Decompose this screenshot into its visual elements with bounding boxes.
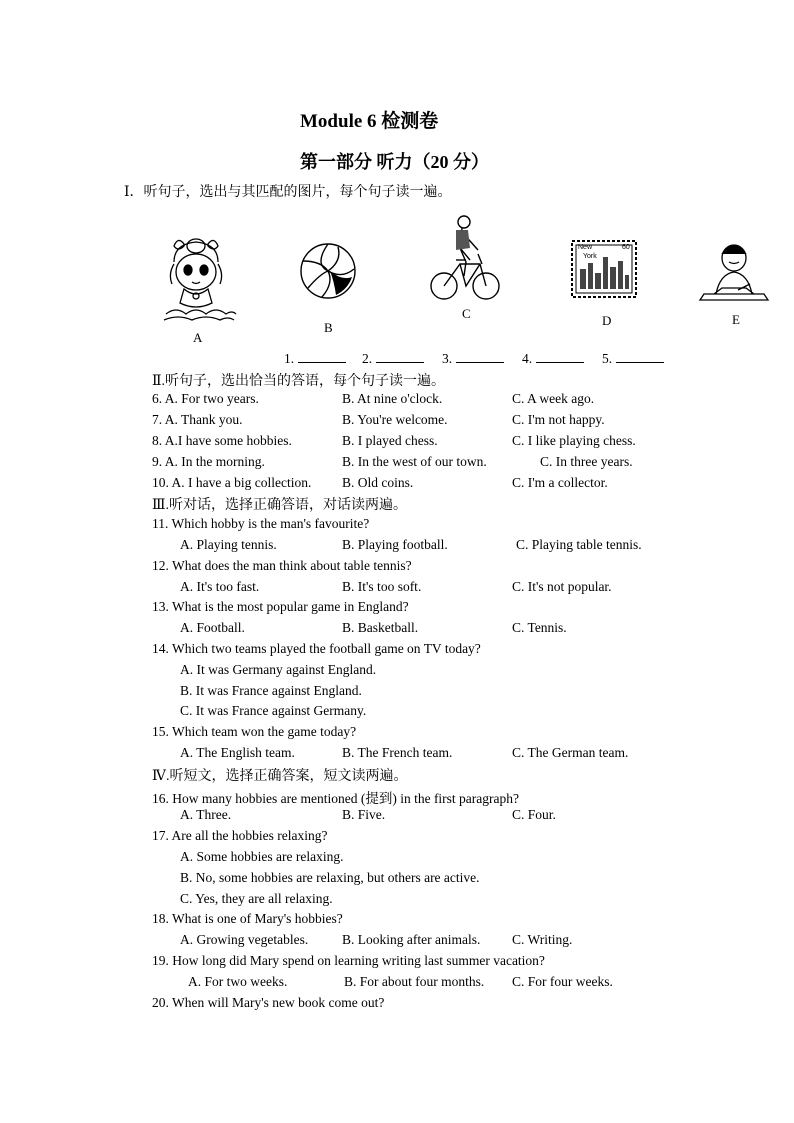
q12-option-a: A. It's too fast. [180, 579, 260, 594]
q18-option-c: C. Writing. [512, 932, 573, 947]
q10-option-c: C. I'm a collector. [512, 475, 608, 490]
section1-heading: Ⅰ．听句子，选出与其匹配的图片，每个句子读一遍。 [124, 185, 452, 200]
q10-option-b: B. Old coins. [342, 475, 414, 490]
q15-option-a: A. The English team. [180, 745, 295, 760]
q15-option-b: B. The French team. [342, 745, 453, 760]
stamp-text-value: 60 [622, 244, 630, 251]
q13-text: 13. What is the most popular game in England? [152, 599, 409, 614]
answer-blank-2[interactable]: 2. [362, 350, 424, 367]
q13-option-c: C. Tennis. [512, 620, 567, 635]
stamp-text-new: New [578, 244, 593, 251]
q11-option-b: B. Playing football. [342, 537, 448, 552]
q10-option-a: 10. A. I have a big collection. [152, 475, 312, 490]
q19-option-a: A. For two weeks. [188, 974, 288, 989]
q12-option-c: C. It's not popular. [512, 579, 612, 594]
q17-option-b: B. No, some hobbies are relaxing, but others are active. [180, 870, 480, 885]
q8-option-a: 8. A.I have some hobbies. [152, 433, 292, 448]
q11-option-c: C. Playing table tennis. [516, 537, 642, 552]
picture-label-e: E [732, 312, 740, 327]
q9-option-c: C. In three years. [540, 454, 633, 469]
q16-text: 16. How many hobbies are mentioned (提到) in the first paragraph? [152, 791, 520, 806]
q15-text: 15. Which team won the game today? [152, 724, 357, 739]
q14-text: 14. Which two teams played the football game on TV today? [152, 641, 481, 656]
q9-option-a: 9. A. In the morning. [152, 454, 265, 469]
q18-option-b: B. Looking after animals. [342, 932, 481, 947]
section4-heading: Ⅳ.听短文，选择正确答案，短文读两遍。 [152, 769, 408, 784]
q14-option-b: B. It was France against England. [180, 683, 362, 698]
q14-option-a: A. It was Germany against England. [180, 662, 377, 677]
girl-cartoon-picture [160, 232, 240, 327]
q16-option-c: C. Four. [512, 807, 556, 822]
q18-option-a: A. Growing vegetables. [180, 932, 309, 947]
q19-text: 19. How long did Mary spend on learning writing last summer vacation? [152, 953, 545, 968]
q14-option-c: C. It was France against Germany. [180, 703, 367, 718]
section2-heading: Ⅱ.听句子，选出恰当的答语，每个句子读一遍。 [152, 374, 446, 389]
q17-option-c: C. Yes, they are all relaxing. [180, 891, 333, 906]
part-heading: 第一部分 听力（20 分） [300, 152, 489, 172]
q11-text: 11. Which hobby is the man's favourite? [152, 516, 370, 531]
q6-option-a: 6. A. For two years. [152, 391, 259, 406]
q7-option-c: C. I'm not happy. [512, 412, 605, 427]
section3-heading: Ⅲ.听对话，选择正确答语，对话读两遍。 [152, 498, 407, 513]
answer-blank-4[interactable]: 4. [522, 350, 584, 367]
picture-label-d: D [602, 313, 612, 328]
q13-option-a: A. Football. [180, 620, 245, 635]
q7-option-a: 7. A. Thank you. [152, 412, 243, 427]
picture-label-a: A [193, 330, 203, 345]
q20-text: 20. When will Mary's new book come out? [152, 995, 385, 1010]
q9-option-b: B. In the west of our town. [342, 454, 487, 469]
answer-blank-3[interactable]: 3. [442, 350, 504, 367]
q15-option-c: C. The German team. [512, 745, 629, 760]
q19-option-b: B. For about four months. [344, 974, 485, 989]
page-title: Module 6 检测卷 [300, 111, 439, 132]
q11-option-a: A. Playing tennis. [180, 537, 277, 552]
q18-text: 18. What is one of Mary's hobbies? [152, 911, 343, 926]
q17-option-a: A. Some hobbies are relaxing. [180, 849, 344, 864]
boy-writing-picture [698, 240, 770, 304]
stamp-text-york: York [583, 253, 597, 260]
q12-text: 12. What does the man think about table tennis? [152, 558, 412, 573]
cyclist-picture [430, 214, 502, 304]
q17-text: 17. Are all the hobbies relaxing? [152, 828, 328, 843]
q12-option-b: B. It's too soft. [342, 579, 422, 594]
answer-blank-5[interactable]: 5. [602, 350, 664, 367]
q16-option-b: B. Five. [342, 807, 386, 822]
q8-option-b: B. I played chess. [342, 433, 438, 448]
q7-option-b: B. You're welcome. [342, 412, 448, 427]
picture-label-b: B [324, 320, 333, 335]
q6-option-b: B. At nine o'clock. [342, 391, 443, 406]
q6-option-c: C. A week ago. [512, 391, 595, 406]
q16-option-a: A. Three. [180, 807, 232, 822]
q13-option-b: B. Basketball. [342, 620, 419, 635]
q19-option-c: C. For four weeks. [512, 974, 613, 989]
answer-blank-1[interactable]: 1. [284, 350, 346, 367]
q8-option-c: C. I like playing chess. [512, 433, 636, 448]
picture-label-c: C [462, 306, 471, 321]
volleyball-picture [298, 241, 358, 301]
